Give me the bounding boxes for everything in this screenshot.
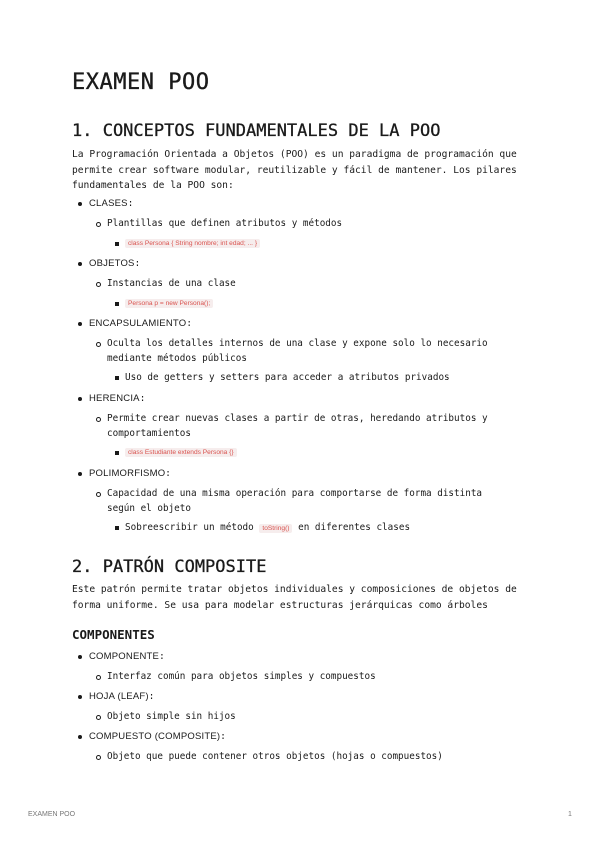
term-label: POLIMORFISMO bbox=[89, 468, 166, 479]
page-number: 1 bbox=[568, 811, 572, 818]
term-label: OBJETOS bbox=[89, 258, 135, 269]
components-list bbox=[72, 649, 530, 769]
term-label: HOJA (LEAF) bbox=[89, 691, 149, 702]
term-description: Oculta los detalles internos de una clase y expone solo lo necesario mediante métodos públicos bbox=[107, 338, 488, 364]
term-description: Objeto simple sin hijos bbox=[107, 711, 236, 722]
list-item bbox=[72, 296, 530, 316]
sub-description: Sobreescribir un método bbox=[125, 522, 254, 533]
term-label: COMPUESTO (COMPOSITE) bbox=[89, 731, 221, 742]
term-label: ENCAPSULAMIENTO bbox=[89, 318, 187, 329]
term-description: Permite crear nuevas clases a partir de otras, heredando atributos y comportamientos bbox=[107, 413, 488, 439]
list-item bbox=[72, 486, 507, 520]
term-description: Capacidad de una misma operación para comportarse de forma distinta según el objeto bbox=[107, 488, 483, 514]
term-label: CLASES bbox=[89, 198, 128, 209]
list-item: HERENCIA: bbox=[72, 391, 530, 411]
sub-description: en diferentes clases bbox=[298, 522, 411, 533]
list-item: COMPUESTO (COMPOSITE): bbox=[72, 729, 530, 749]
section-1-intro: La Programación Orientada a Objetos (POO) es un paradigma de programación que permite crear software modular, reutilizable y fácil de mantener. Los pilares fundamentales de la POO son: bbox=[72, 149, 517, 191]
pillars-list bbox=[72, 196, 530, 540]
term-description: Instancias de una clase bbox=[107, 278, 236, 289]
term-description: Plantillas que definen atributos y métodos bbox=[107, 218, 343, 229]
code-snippet: class Persona { String nombre; int edad; ... } bbox=[125, 239, 260, 248]
code-snippet: class Estudiante extends Persona {} bbox=[125, 448, 237, 457]
components-subheading: COMPONENTES bbox=[72, 627, 155, 642]
term-label: HERENCIA bbox=[89, 393, 140, 404]
list-item bbox=[72, 236, 530, 256]
list-item: ENCAPSULAMIENTO: bbox=[72, 316, 530, 336]
section-2-intro: Este patrón permite tratar objetos individuales y composiciones de objetos de forma uniforme. Se usa para modelar estructuras jerárquicas como árboles bbox=[72, 584, 517, 611]
footer-title: EXAMEN POO bbox=[28, 811, 76, 818]
list-item: HOJA (LEAF): bbox=[72, 689, 530, 709]
list-item: COMPONENTE: bbox=[72, 649, 530, 669]
document-title: EXAMEN POO bbox=[72, 70, 210, 95]
list-item bbox=[72, 520, 530, 540]
list-item bbox=[72, 276, 530, 296]
list-item bbox=[72, 749, 530, 769]
term-description: Interfaz común para objetos simples y compuestos bbox=[107, 671, 376, 682]
list-item: OBJETOS: bbox=[72, 256, 530, 276]
list-item bbox=[72, 445, 530, 466]
list-item bbox=[72, 336, 507, 370]
list-item: CLASES: bbox=[72, 196, 530, 216]
sub-description: Uso de getters y setters para acceder a atributos privados bbox=[125, 372, 450, 383]
list-item bbox=[72, 216, 530, 236]
section-1-heading: 1. CONCEPTOS FUNDAMENTALES DE LA POO bbox=[72, 121, 441, 141]
list-item bbox=[72, 709, 530, 729]
term-description: Objeto que puede contener otros objetos (hojas o compuestos) bbox=[107, 751, 443, 762]
code-snippet: Persona p = new Persona(); bbox=[125, 299, 213, 308]
code-snippet: toString() bbox=[259, 524, 292, 533]
list-item bbox=[72, 370, 530, 391]
section-2-heading: 2. PATRÓN COMPOSITE bbox=[72, 557, 267, 577]
term-label: COMPONENTE bbox=[89, 651, 160, 662]
list-item bbox=[72, 411, 507, 445]
list-item: POLIMORFISMO: bbox=[72, 466, 530, 486]
list-item bbox=[72, 669, 530, 689]
